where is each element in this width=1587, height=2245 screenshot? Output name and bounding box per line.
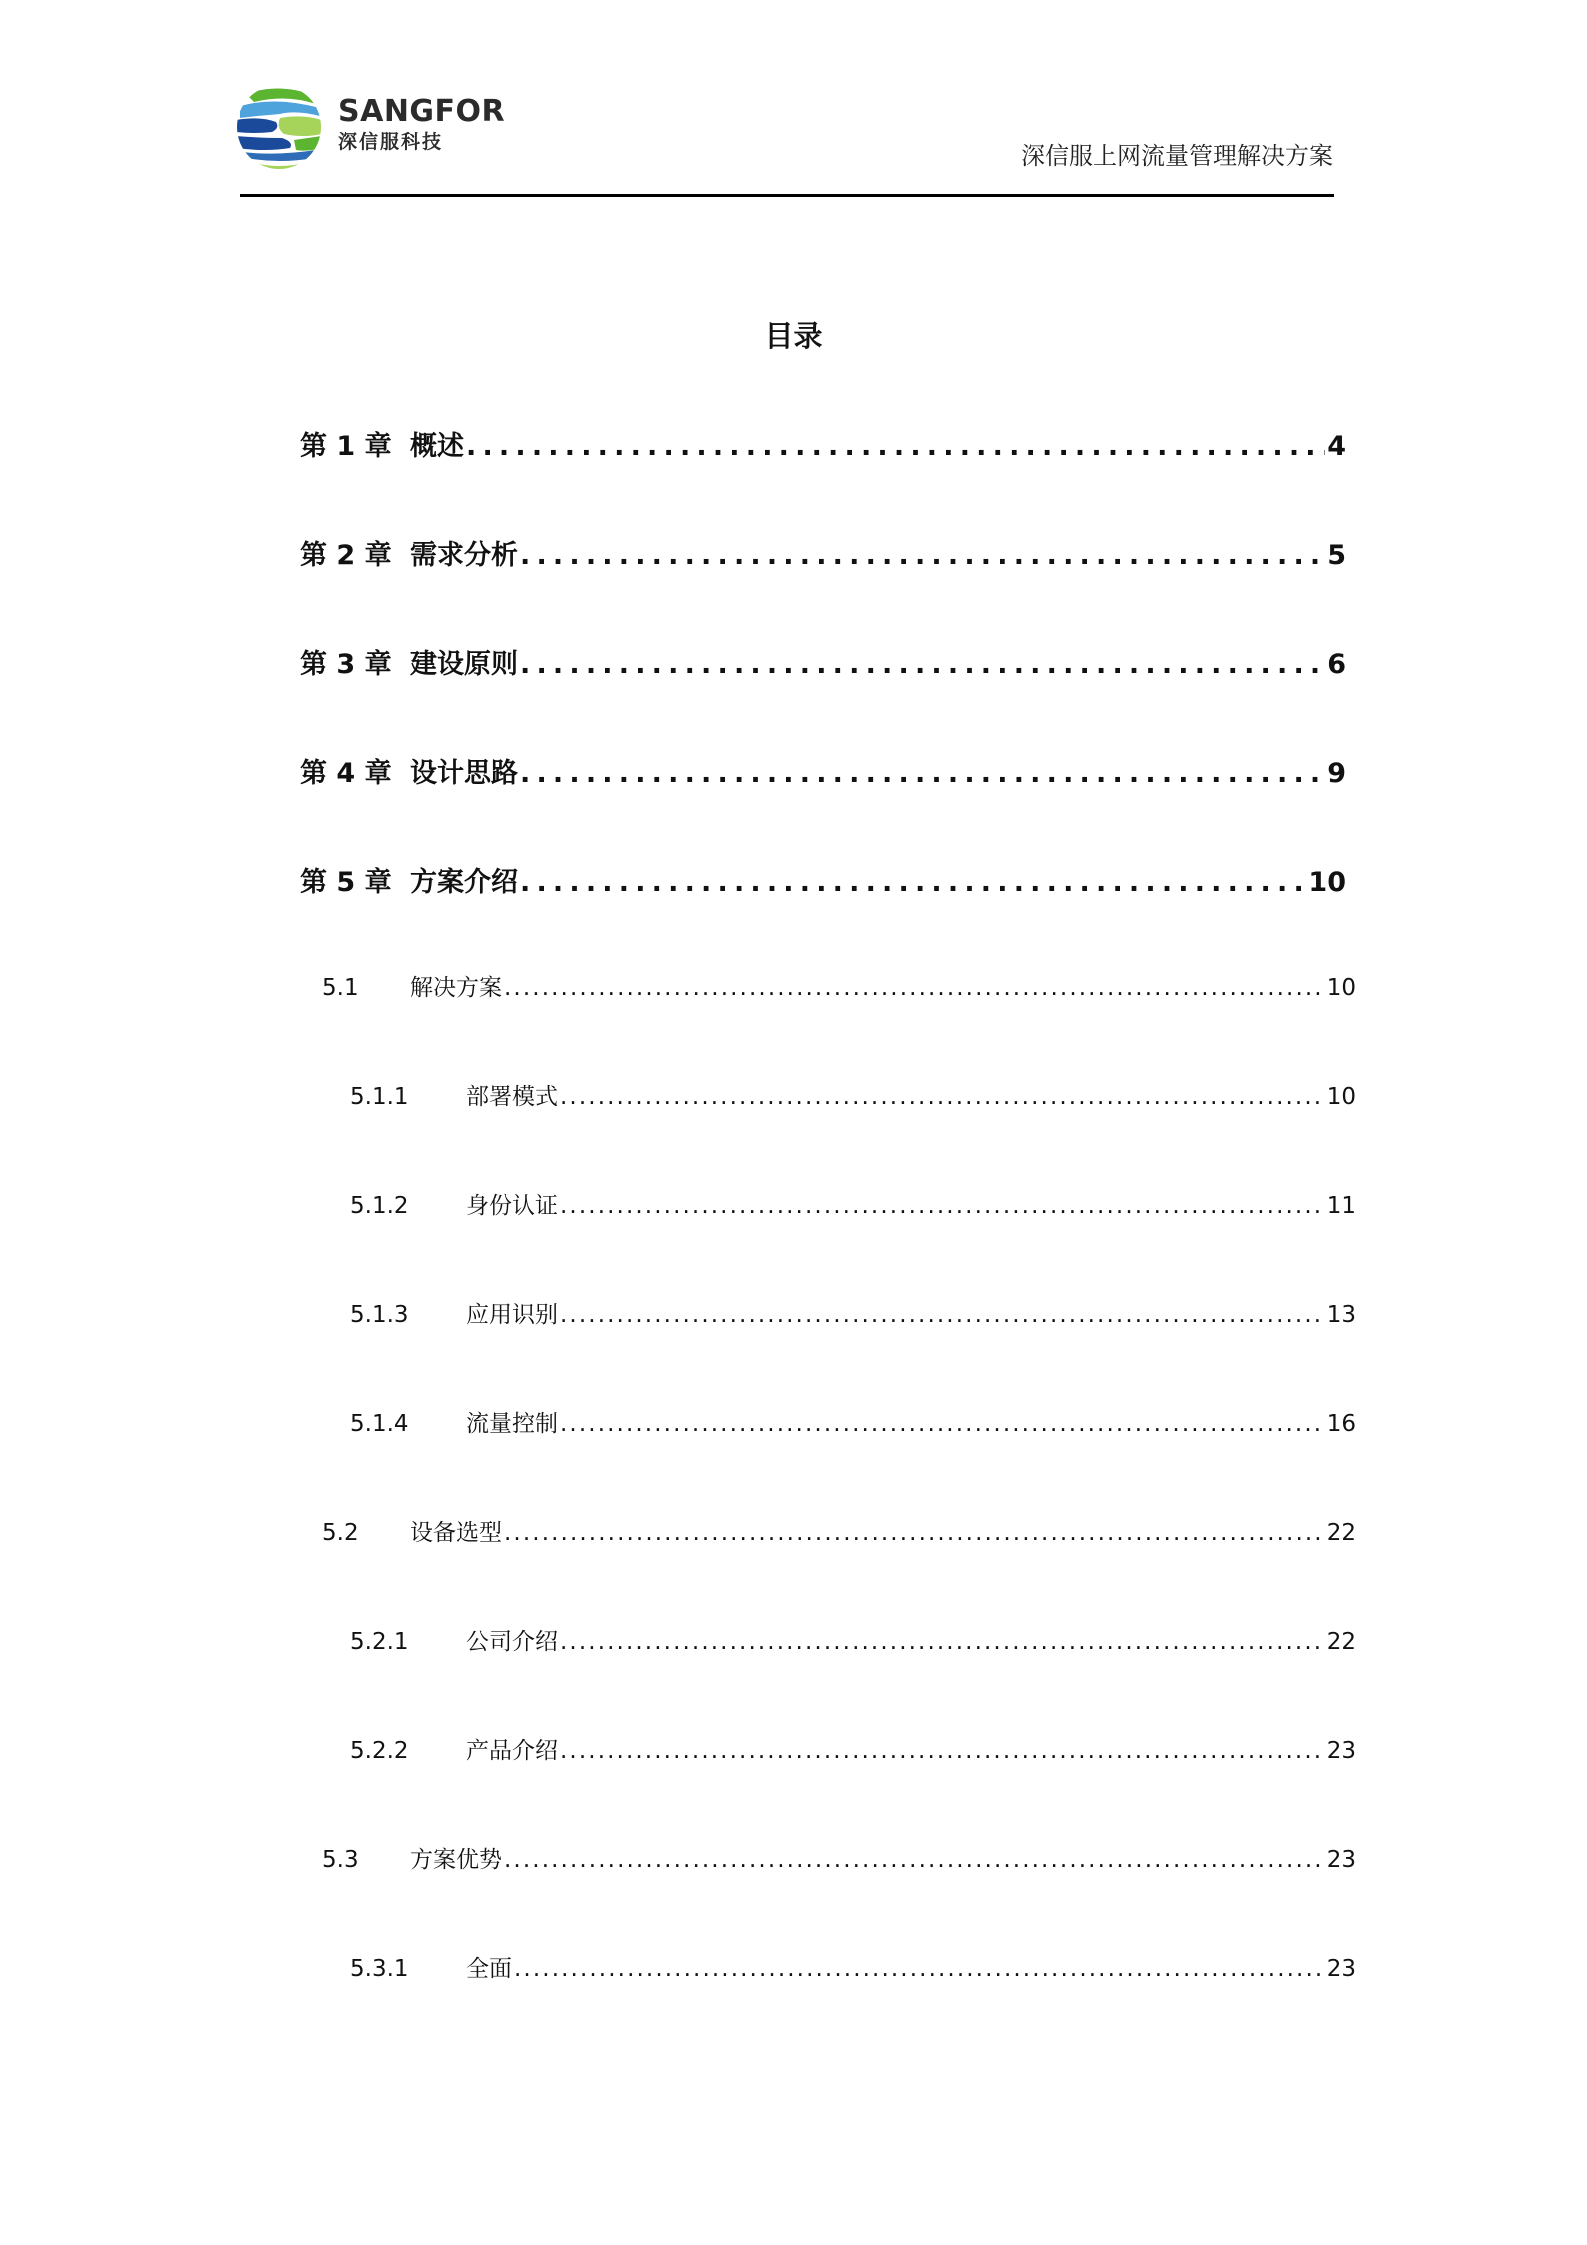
dot-leader (520, 540, 1325, 571)
toc-entry-label: 方案优势 (410, 1847, 502, 1873)
toc-entry[interactable] (300, 860, 1346, 900)
toc-entry-page: 10 (1326, 1084, 1356, 1110)
toc-entry-label: 产品介绍 (466, 1738, 558, 1764)
brand-name-en: SANGFOR (338, 94, 506, 129)
toc-entry-number: 第 2 章 (300, 540, 392, 571)
brand (338, 96, 505, 154)
toc-entry-page: 23 (1326, 1956, 1356, 1982)
toc-entry-label: 身份认证 (466, 1193, 558, 1219)
toc-entry-page: 10 (1326, 975, 1356, 1001)
toc-entry-number: 5.1.2 (350, 1193, 409, 1219)
toc-entry[interactable] (322, 1514, 1356, 1554)
toc-entry[interactable] (350, 1296, 1356, 1336)
toc-entry-number: 5.3 (322, 1847, 359, 1873)
toc-entry-number: 5.1 (322, 975, 359, 1001)
dot-leader (560, 1411, 1325, 1437)
toc-entry-label: 设计思路 (410, 758, 518, 789)
toc-entry-label: 设备选型 (410, 1520, 502, 1546)
toc-entry-label: 方案介绍 (410, 867, 518, 898)
toc-entry-label: 全面 (466, 1956, 512, 1982)
toc-entry-label: 解决方案 (410, 975, 502, 1001)
toc-entry-page: 23 (1326, 1847, 1356, 1873)
toc-entry[interactable] (300, 533, 1346, 573)
toc-entry[interactable] (350, 1078, 1356, 1118)
dot-leader (514, 1956, 1325, 1982)
toc-entry[interactable] (300, 751, 1346, 791)
toc-entry-number: 第 5 章 (300, 867, 392, 898)
page-header (0, 0, 1587, 200)
toc-entry-page: 9 (1327, 758, 1346, 789)
dot-leader (560, 1302, 1325, 1328)
dot-leader (560, 1738, 1325, 1764)
toc-entry-page: 10 (1308, 867, 1346, 898)
toc-entry-label: 流量控制 (466, 1411, 558, 1437)
toc-entry-number: 5.1.1 (350, 1084, 409, 1110)
toc-title: 目录 (764, 319, 823, 353)
dot-leader (520, 867, 1306, 898)
toc-entry-label: 应用识别 (466, 1302, 558, 1328)
toc-entry-label: 需求分析 (410, 540, 518, 571)
dot-leader (466, 431, 1325, 462)
toc-entry[interactable] (350, 1950, 1356, 1990)
dot-leader (560, 1629, 1325, 1655)
toc-entry-page: 5 (1327, 540, 1346, 571)
toc-entry[interactable] (350, 1623, 1356, 1663)
dot-leader (504, 1520, 1325, 1546)
toc-entry-label: 建设原则 (410, 649, 518, 680)
toc-entry-page: 23 (1326, 1738, 1356, 1764)
toc-entry-number: 5.1.4 (350, 1411, 409, 1437)
toc-entry-page: 16 (1326, 1411, 1356, 1437)
toc-entry-number: 5.2 (322, 1520, 359, 1546)
dot-leader (560, 1084, 1325, 1110)
toc-entry-number: 第 3 章 (300, 649, 392, 680)
toc-entry[interactable] (300, 642, 1346, 682)
toc-entry-page: 11 (1326, 1193, 1356, 1219)
toc-entry-page: 22 (1326, 1520, 1356, 1546)
toc-entry-label: 概述 (410, 431, 464, 462)
toc-entry-page: 22 (1326, 1629, 1356, 1655)
toc-entry-label: 公司介绍 (466, 1629, 558, 1655)
toc-entry-number: 5.3.1 (350, 1956, 409, 1982)
document-title: 深信服上网流量管理解决方案 (1021, 142, 1333, 170)
dot-leader (504, 975, 1325, 1001)
dot-leader (520, 758, 1325, 789)
dot-leader (504, 1847, 1325, 1873)
toc-entry-number: 第 1 章 (300, 431, 392, 462)
toc-entry-number: 5.2.2 (350, 1738, 409, 1764)
toc-entry-number: 5.2.1 (350, 1629, 409, 1655)
dot-leader (560, 1193, 1325, 1219)
dot-leader (520, 649, 1325, 680)
toc-entry-label: 部署模式 (466, 1084, 558, 1110)
toc-entry-number: 5.1.3 (350, 1302, 409, 1328)
brand-name-cn: 深信服科技 (338, 131, 444, 153)
toc-entry[interactable] (322, 969, 1356, 1009)
toc-entry-number: 第 4 章 (300, 758, 392, 789)
toc-entry[interactable] (322, 1841, 1356, 1881)
toc-entry[interactable] (350, 1732, 1356, 1772)
toc-entry[interactable] (350, 1405, 1356, 1445)
toc-entry-page: 4 (1327, 431, 1346, 462)
header-divider (240, 194, 1334, 197)
sangfor-globe-logo-icon (236, 84, 322, 170)
toc-entry-page: 13 (1326, 1302, 1356, 1328)
toc-entry[interactable] (300, 424, 1346, 464)
toc-entry-page: 6 (1327, 649, 1346, 680)
toc-entry[interactable] (350, 1187, 1356, 1227)
